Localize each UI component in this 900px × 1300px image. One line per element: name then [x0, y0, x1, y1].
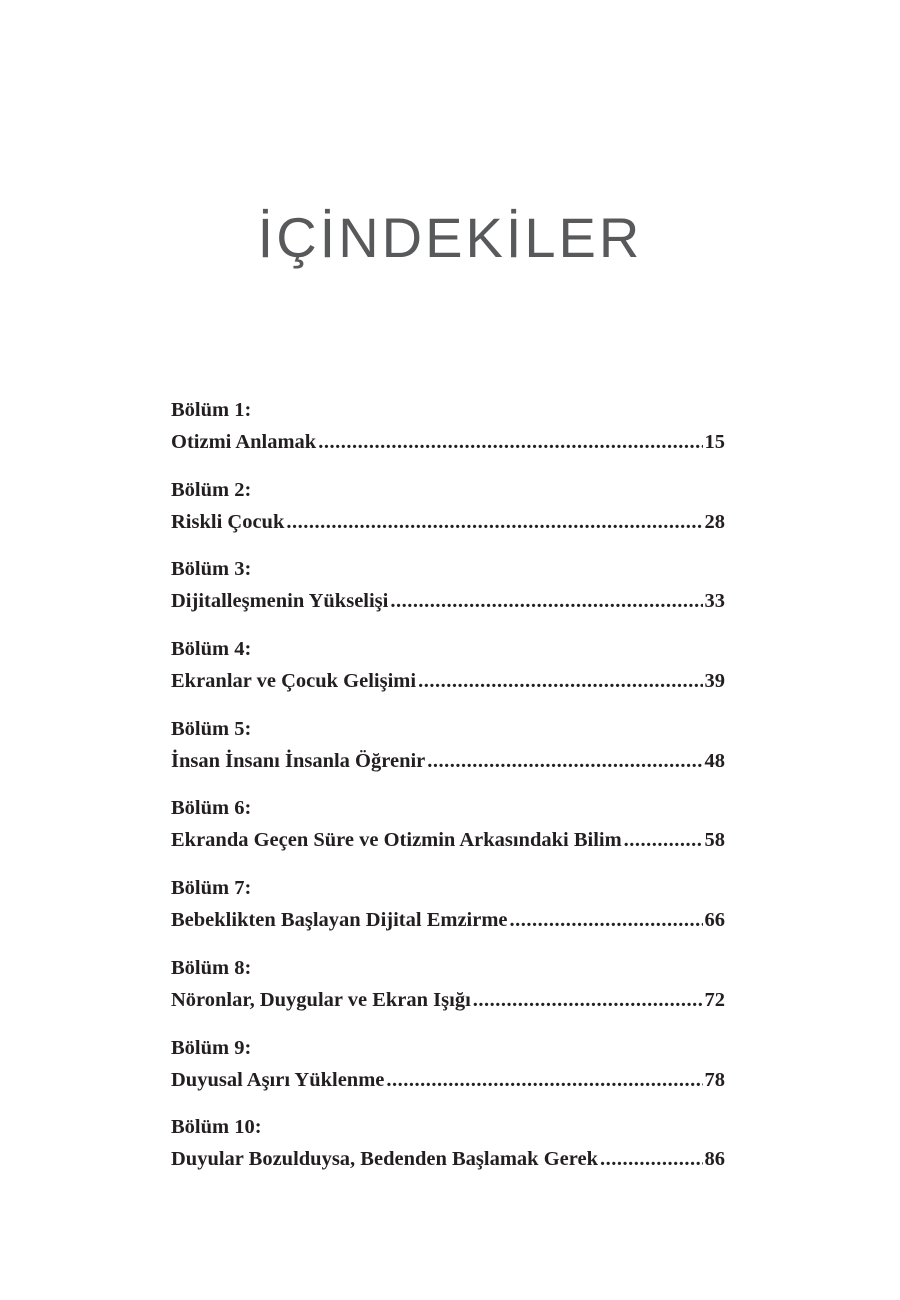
toc-chapter-label: Bölüm 3:: [171, 558, 252, 581]
toc-entry: [171, 553, 725, 633]
toc-chapter-label: Bölüm 7:: [171, 877, 252, 900]
toc-chapter-title: Ekranlar ve Çocuk Gelişimi: [171, 670, 417, 693]
toc-line: [171, 506, 725, 538]
toc-chapter-label: Bölüm 2:: [171, 478, 252, 501]
toc-page-number: 86: [704, 1148, 725, 1171]
toc-page-number: 28: [704, 510, 725, 533]
toc-chapter-title: Otizmi Anlamak: [171, 431, 317, 453]
dot-leader: [624, 824, 703, 856]
toc-chapter-title: Dijitalleşmenin Yükselişi: [171, 590, 389, 613]
toc-chapter-title: Duyusal Aşırı Yüklenme: [171, 1068, 385, 1091]
toc-page-number: 78: [704, 1068, 725, 1091]
toc-entry: [171, 872, 725, 952]
toc-entry: [171, 474, 725, 554]
dot-leader: [600, 1143, 703, 1175]
toc-chapter-label: Bölüm 8:: [171, 956, 252, 979]
dot-leader: [286, 506, 702, 538]
toc-entry: [171, 713, 725, 793]
toc-line: [171, 426, 725, 458]
toc-entry: [171, 633, 725, 713]
dot-leader: [386, 1064, 702, 1096]
page-title: İÇİNDEKİLER: [257, 205, 643, 269]
toc-page-number: 66: [704, 909, 725, 932]
dot-leader: [318, 426, 702, 458]
toc-chapter-label: Bölüm 10:: [171, 1116, 262, 1139]
toc-chapter-label: Bölüm 6:: [171, 797, 252, 820]
toc-chapter-title: Riskli Çocuk: [171, 510, 285, 533]
toc-line: [171, 1064, 725, 1096]
toc-line: [171, 824, 725, 856]
toc-chapter-title: Bebeklikten Başlayan Dijital Emzirme: [171, 909, 508, 932]
toc-line: [171, 1143, 725, 1175]
toc-line: [171, 585, 725, 617]
dot-leader: [510, 904, 703, 936]
toc-chapter-label: Bölüm 4:: [171, 638, 252, 661]
toc-chapter-title: İnsan İnsanı İnsanla Öğrenir: [171, 749, 426, 772]
toc-line: [171, 984, 725, 1016]
toc-entry: [171, 792, 725, 872]
toc-page-number: 39: [704, 670, 725, 693]
toc-entry: [171, 952, 725, 1032]
toc-chapter-title: Duyular Bozulduysa, Bedenden Başlamak Gerek: [171, 1148, 598, 1171]
toc-entry: [171, 1111, 725, 1191]
toc-entry: [171, 1032, 725, 1112]
toc-page-number: 48: [704, 749, 725, 772]
dot-leader: [427, 745, 702, 777]
dot-leader: [390, 585, 702, 617]
toc-page-number: 15: [704, 431, 725, 453]
toc-chapter-label: Bölüm 1:: [171, 399, 252, 421]
toc-page-number: 33: [704, 590, 725, 613]
toc-line: [171, 745, 725, 777]
toc-chapter-label: Bölüm 9:: [171, 1036, 252, 1059]
dot-leader: [418, 665, 702, 697]
toc-entry: [171, 394, 725, 474]
table-of-contents: [171, 394, 725, 1191]
toc-chapter-title: Nöronlar, Duygular ve Ekran Işığı: [171, 988, 471, 1011]
toc-page-number: 58: [704, 829, 725, 852]
toc-page-number: 72: [704, 988, 725, 1011]
toc-line: [171, 904, 725, 936]
toc-line: [171, 665, 725, 697]
toc-chapter-title: Ekranda Geçen Süre ve Otizmin Arkasındaki Bilim: [171, 829, 622, 852]
dot-leader: [473, 984, 703, 1016]
toc-chapter-label: Bölüm 5:: [171, 717, 252, 740]
